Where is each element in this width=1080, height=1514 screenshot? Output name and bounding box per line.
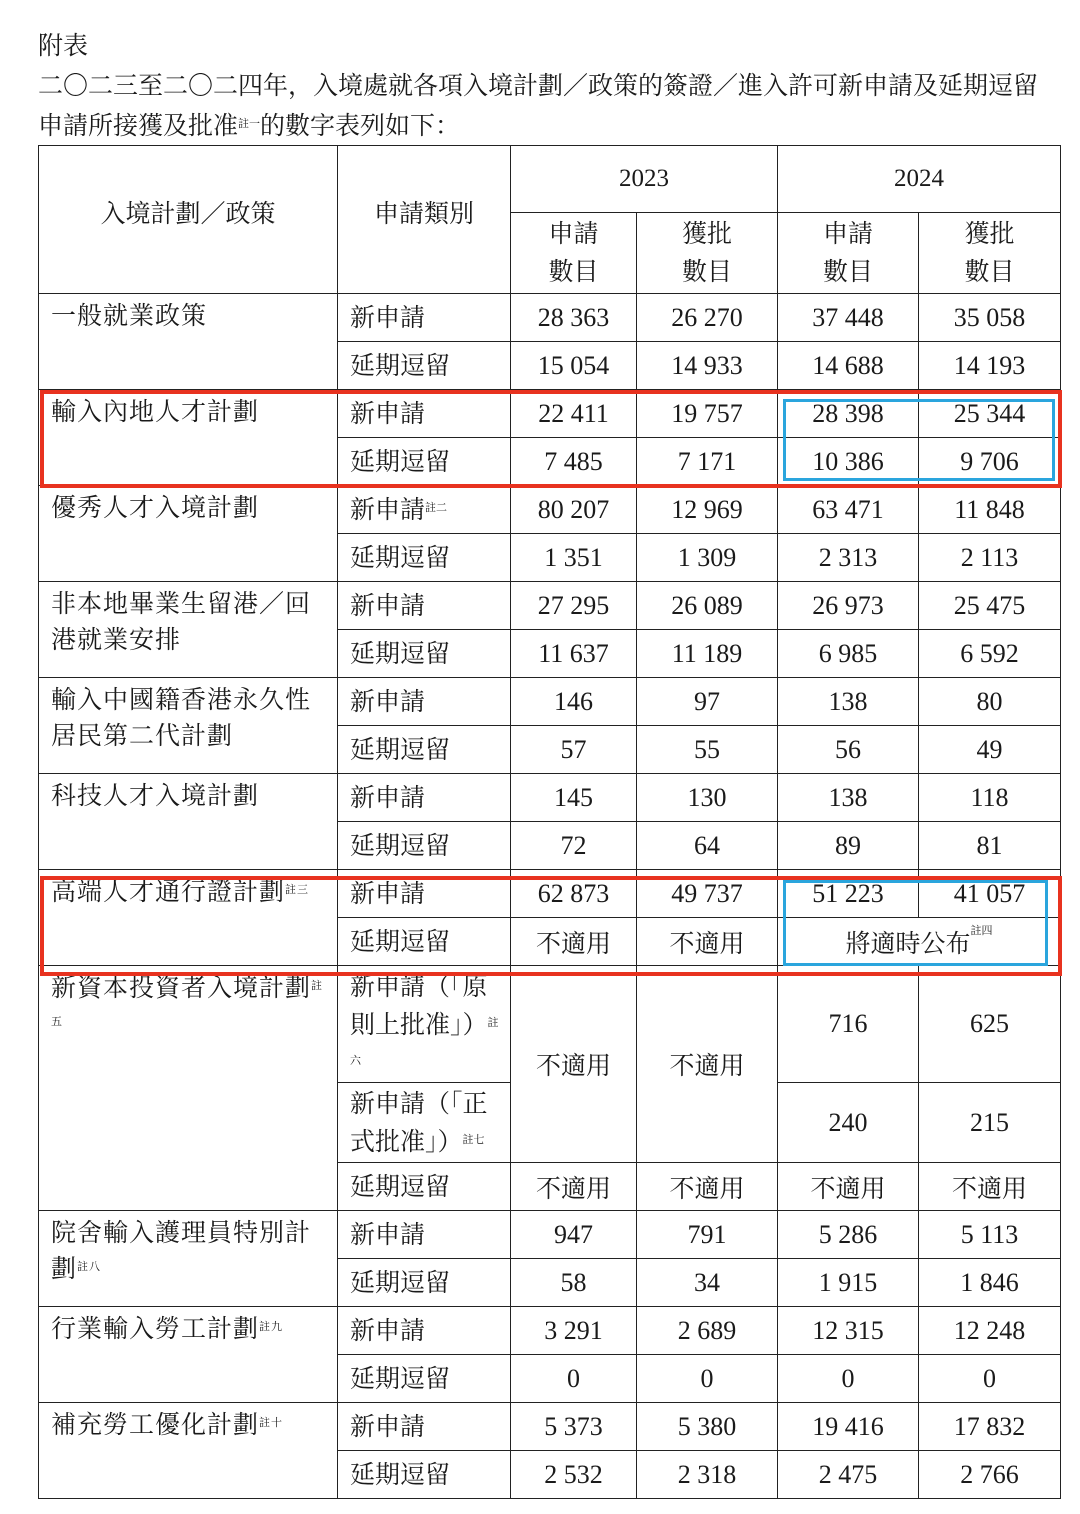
table-cell: 0 xyxy=(511,1355,637,1403)
category-extension: 延期逗留 xyxy=(338,1451,511,1499)
category-new: 新申請 xyxy=(338,678,511,726)
header-year-2023: 2023 xyxy=(511,146,778,213)
table-cell: 57 xyxy=(511,726,637,774)
table-cell: 6 592 xyxy=(919,630,1061,678)
footnote-mark: 註五 xyxy=(51,979,324,1028)
table-cell: 97 xyxy=(637,678,778,726)
category-extension: 延期逗留 xyxy=(338,822,511,870)
table-cell: 62 873 xyxy=(511,870,637,918)
table-cell: 34 xyxy=(637,1259,778,1307)
table-cell: 947 xyxy=(511,1211,637,1259)
table-cell: 56 xyxy=(778,726,919,774)
intro-tail: 的數字表列如下： xyxy=(260,111,461,140)
table-cell: 11 189 xyxy=(637,630,778,678)
table-cell-na: 不適用 xyxy=(511,1163,637,1211)
table-cell: 7 485 xyxy=(511,438,637,486)
table-cell: 7 171 xyxy=(637,438,778,486)
table-cell: 14 193 xyxy=(919,342,1061,390)
table-cell-na: 不適用 xyxy=(637,966,778,1163)
category-new: 新申請 xyxy=(338,1211,511,1259)
category-new: 新申請$^{註二}$ xyxy=(338,486,511,534)
table-cell: 2 318 xyxy=(637,1451,778,1499)
table-cell: 26 973 xyxy=(778,582,919,630)
footnote-mark: 註二 xyxy=(425,500,448,514)
table-cell: 35 058 xyxy=(919,294,1061,342)
footnote-mark: 註四 xyxy=(970,923,993,937)
table-cell: 22 411 xyxy=(511,390,637,438)
table-cell: 28 398 xyxy=(778,390,919,438)
table-cell-na: 不適用 xyxy=(511,918,637,966)
table-cell-na: 不適用 xyxy=(637,1163,778,1211)
table-cell: 625 xyxy=(919,966,1061,1083)
table-cell: 58 xyxy=(511,1259,637,1307)
table-cell: 2 313 xyxy=(778,534,919,582)
table-cell: 1 915 xyxy=(778,1259,919,1307)
table-cell: 5 380 xyxy=(637,1403,778,1451)
header-year-2024: 2024 xyxy=(778,146,1061,213)
table-cell: 15 054 xyxy=(511,342,637,390)
header-program: 入境計劃／政策 xyxy=(39,146,338,294)
category-new-formal: 新申請（「正式批准」）$^{註七}$ xyxy=(338,1083,511,1163)
table-cell: 10 386 xyxy=(778,438,919,486)
table-cell: 5 373 xyxy=(511,1403,637,1451)
table-cell: 0 xyxy=(778,1355,919,1403)
program-name: 優秀人才入境計劃 xyxy=(39,486,338,582)
category-extension: 延期逗留 xyxy=(338,1259,511,1307)
table-cell: 72 xyxy=(511,822,637,870)
table-cell: 2 113 xyxy=(919,534,1061,582)
table-cell: 146 xyxy=(511,678,637,726)
category-extension: 延期逗留 xyxy=(338,534,511,582)
table-cell: 26 089 xyxy=(637,582,778,630)
table-cell: 14 688 xyxy=(778,342,919,390)
program-name: 輸入中國籍香港永久性居民第二代計劃 xyxy=(39,678,338,774)
intro-text: 二〇二三至二〇二四年，入境處就各項入境計劃／政策的簽證／進入許可新申請及延期逗留申請所接獲及批准 xyxy=(38,71,1039,140)
table-cell: 9 706 xyxy=(919,438,1061,486)
statistics-table xyxy=(38,145,1061,1499)
table-cell: 64 xyxy=(637,822,778,870)
category-new: 新申請 xyxy=(338,1403,511,1451)
table-cell: 11 637 xyxy=(511,630,637,678)
table-cell: 12 969 xyxy=(637,486,778,534)
footnote-mark: 註十 xyxy=(259,1416,284,1429)
category-extension: 延期逗留 xyxy=(338,726,511,774)
program-name: 非本地畢業生留港／回港就業安排 xyxy=(39,582,338,678)
table-cell: 12 315 xyxy=(778,1307,919,1355)
footnote-mark: 註七 xyxy=(462,1132,485,1146)
table-cell: 791 xyxy=(637,1211,778,1259)
table-cell: 49 737 xyxy=(637,870,778,918)
category-new-in-principle: 新申請（「原則上批准」）$^{註六}$ xyxy=(338,966,511,1083)
category-extension: 延期逗留 xyxy=(338,1163,511,1211)
table-cell: 2 766 xyxy=(919,1451,1061,1499)
category-new: 新申請 xyxy=(338,774,511,822)
table-cell: 17 832 xyxy=(919,1403,1061,1451)
program-name: 科技人才入境計劃 xyxy=(39,774,338,870)
program-name: 新資本投資者入境計劃$^{註五}$ xyxy=(39,966,338,1211)
table-cell: 716 xyxy=(778,966,919,1083)
intro-footnote-mark: 註一 xyxy=(238,117,261,130)
table-cell: 1 351 xyxy=(511,534,637,582)
table-cell: 0 xyxy=(919,1355,1061,1403)
table-cell: 19 757 xyxy=(637,390,778,438)
table-cell: 41 057 xyxy=(919,870,1061,918)
table-cell: 12 248 xyxy=(919,1307,1061,1355)
table-cell: 26 270 xyxy=(637,294,778,342)
table-cell: 14 933 xyxy=(637,342,778,390)
header-applied-2024: 申請 數目 xyxy=(778,213,919,294)
category-extension: 延期逗留 xyxy=(338,918,511,966)
table-cell: 1 846 xyxy=(919,1259,1061,1307)
table-cell: 6 985 xyxy=(778,630,919,678)
table-cell: 27 295 xyxy=(511,582,637,630)
table-cell: 2 532 xyxy=(511,1451,637,1499)
footnote-mark: 註九 xyxy=(259,1320,284,1333)
table-cell: 5 286 xyxy=(778,1211,919,1259)
header-approved-2024: 獲批 數目 xyxy=(919,213,1061,294)
table-cell-na: 不適用 xyxy=(778,1163,919,1211)
table-cell: 130 xyxy=(637,774,778,822)
table-cell: 63 471 xyxy=(778,486,919,534)
category-new: 新申請 xyxy=(338,390,511,438)
category-new: 新申請 xyxy=(338,582,511,630)
table-cell: 37 448 xyxy=(778,294,919,342)
table-cell-na: 不適用 xyxy=(637,918,778,966)
table-cell-na: 不適用 xyxy=(511,966,637,1163)
table-cell: 81 xyxy=(919,822,1061,870)
table-cell: 19 416 xyxy=(778,1403,919,1451)
table-cell: 1 309 xyxy=(637,534,778,582)
table-cell: 5 113 xyxy=(919,1211,1061,1259)
table-cell: 51 223 xyxy=(778,870,919,918)
table-cell: 3 291 xyxy=(511,1307,637,1355)
table-cell: 80 207 xyxy=(511,486,637,534)
table-cell: 80 xyxy=(919,678,1061,726)
table-cell: 11 848 xyxy=(919,486,1061,534)
category-new: 新申請 xyxy=(338,1307,511,1355)
category-new: 新申請 xyxy=(338,294,511,342)
table-cell: 215 xyxy=(919,1083,1061,1163)
table-cell: 28 363 xyxy=(511,294,637,342)
footnote-mark: 註八 xyxy=(77,1260,102,1273)
table-cell: 118 xyxy=(919,774,1061,822)
category-extension: 延期逗留 xyxy=(338,342,511,390)
program-name: 高端人才通行證計劃$^{註三}$ xyxy=(39,870,338,966)
category-extension: 延期逗留 xyxy=(338,1355,511,1403)
table-cell: 240 xyxy=(778,1083,919,1163)
header-approved-2023: 獲批 數目 xyxy=(637,213,778,294)
category-extension: 延期逗留 xyxy=(338,438,511,486)
table-cell: 89 xyxy=(778,822,919,870)
program-name: 一般就業政策 xyxy=(39,294,338,390)
category-extension: 延期逗留 xyxy=(338,630,511,678)
table-cell: 138 xyxy=(778,774,919,822)
program-name: 補充勞工優化計劃$^{註十}$ xyxy=(39,1403,338,1499)
table-cell: 25 475 xyxy=(919,582,1061,630)
table-cell: 0 xyxy=(637,1355,778,1403)
category-new: 新申請 xyxy=(338,870,511,918)
header-category: 申請類別 xyxy=(338,146,511,294)
table-cell: 2 475 xyxy=(778,1451,919,1499)
table-cell-pending: 將適時公布$^{註四}$ xyxy=(778,918,1061,966)
footnote-mark: 註三 xyxy=(285,883,310,896)
table-cell: 138 xyxy=(778,678,919,726)
header-applied-2023: 申請 數目 xyxy=(511,213,637,294)
program-name: 院舍輸入護理員特別計劃$^{註八}$ xyxy=(39,1211,338,1307)
page-heading: 附表 xyxy=(38,31,89,60)
table-cell: 55 xyxy=(637,726,778,774)
table-cell: 49 xyxy=(919,726,1061,774)
table-cell: 2 689 xyxy=(637,1307,778,1355)
intro-paragraph xyxy=(38,66,1048,146)
table-cell-na: 不適用 xyxy=(919,1163,1061,1211)
footnote-mark: 註六 xyxy=(350,1016,499,1067)
table-cell: 145 xyxy=(511,774,637,822)
table-cell: 25 344 xyxy=(919,390,1061,438)
program-name: 輸入內地人才計劃 xyxy=(39,390,338,486)
program-name: 行業輸入勞工計劃$^{註九}$ xyxy=(39,1307,338,1403)
